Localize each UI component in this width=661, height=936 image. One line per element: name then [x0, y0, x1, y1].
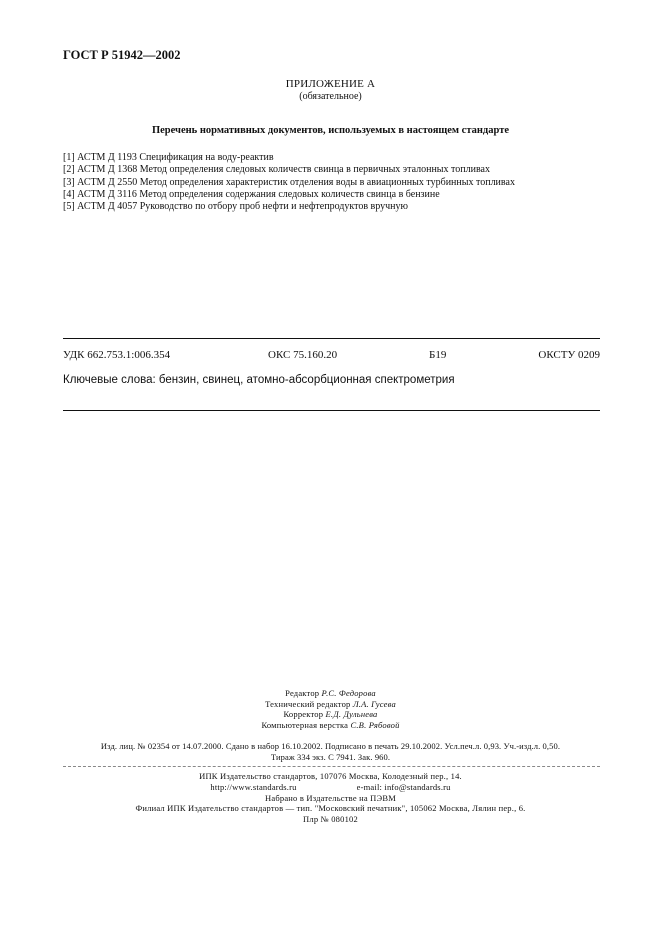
credit-layout: Компьютерная верстка С.В. Рябовой [261, 719, 400, 730]
references-title: Перечень нормативных документов, используемых в настоящем стандарте [151, 125, 510, 136]
bottom-rule [63, 410, 600, 411]
annex-status: (обязательное) [299, 91, 362, 102]
plr-number: Плр № 080102 [303, 814, 358, 825]
publisher-address: ИПК Издательство стандартов, 107076 Москва, Колодезный пер., 14. [199, 771, 462, 781]
credit-editor: Редактор Р.С. Федорова [285, 688, 376, 698]
reference-item: [1] АСТМ Д 1193 Спецификация на воду-реактив [63, 152, 274, 163]
contact-line [0, 782, 661, 793]
reference-item: [3] АСТМ Д 2550 Метод определения характеристик отделения воды в авиационных турбинных топливах [63, 176, 515, 188]
credits-block [0, 688, 661, 730]
reference-item: [2] АСТМ Д 1368 Метод определения следовых количеств свинца в первичных эталонных топливах [63, 164, 490, 176]
email-address: e-mail: info@standards.ru [356, 781, 451, 792]
keywords: Ключевые слова: бензин, свинец, атомно-абсорбционная спектрометрия [63, 374, 455, 386]
typeset-note: Набрано в Издательстве на ПЭВМ [265, 792, 396, 803]
credit-tech-editor: Технический редактор Л.А. Гусева [265, 698, 396, 709]
reference-item: [4] АСТМ Д 3116 Метод определения содержания следовых количеств свинца в бензине [63, 188, 440, 200]
reference-item: [5] АСТМ Д 4057 Руководство по отбору проб нефти и нефтепродуктов вручную [63, 201, 408, 213]
publication-line: Изд. лиц. № 02354 от 14.07.2000. Сдано в набор 16.10.2002. Подписано в печать 29.10.2002. Усл.печ.л. 0,93. Уч.-изд.л. 0,50. [100, 741, 561, 751]
group-code: Б19 [429, 349, 447, 361]
annex-title: ПРИЛОЖЕНИЕ А [285, 78, 376, 90]
okstu-code: ОКСТУ 0209 [538, 349, 600, 361]
publication-info [0, 741, 661, 762]
udk-code: УДК 662.753.1:006.354 [63, 349, 171, 361]
references-list [63, 152, 623, 213]
document-header: ГОСТ Р 51942—2002 [63, 48, 181, 62]
website-link: http://www.standards.ru [210, 781, 297, 792]
oks-code: ОКС 75.160.20 [268, 349, 338, 361]
branch-address: Филиал ИПК Издательство стандартов — тип. "Московский печатник", 105062 Москва, Лялин пер., 6. [135, 803, 526, 814]
publication-line: Тираж 334 экз. С 7941. Зак. 960. [270, 751, 391, 762]
divider-dashed [63, 766, 600, 767]
top-rule [63, 338, 600, 339]
credit-proofreader: Корректор Е.Д. Дульнева [283, 709, 378, 719]
imprint-block [0, 771, 661, 825]
